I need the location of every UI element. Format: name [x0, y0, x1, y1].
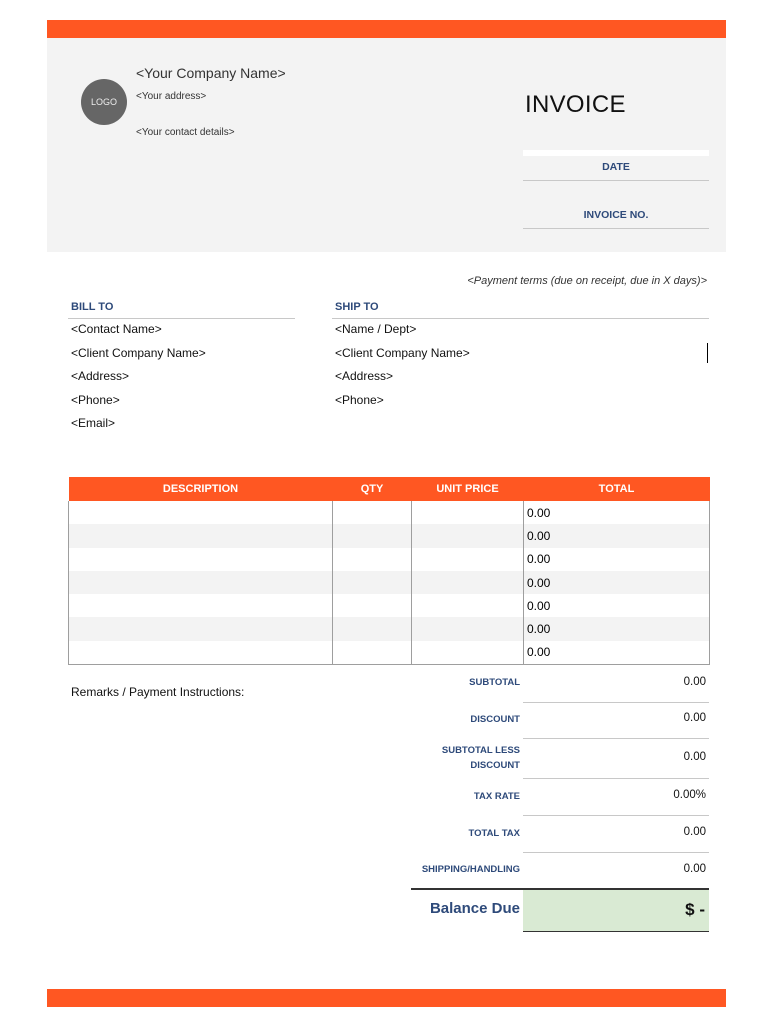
balance-due-label: Balance Due [429, 900, 520, 917]
unit-price-header: UNIT PRICE [412, 477, 524, 501]
ship-to-name[interactable]: <Name / Dept> [335, 322, 417, 336]
description-cell[interactable] [69, 524, 333, 547]
ship-to-rule [332, 318, 709, 319]
bottom-accent-bar [47, 989, 726, 1007]
invoice-number-label[interactable]: INVOICE NO. [583, 209, 649, 221]
description-cell[interactable] [69, 571, 333, 594]
description-cell[interactable] [69, 548, 333, 571]
ship-to-label: SHIP TO [335, 301, 379, 313]
subtotal-less-discount-value: 0.00 [683, 751, 706, 763]
table-row [69, 594, 710, 617]
tax-rate-rule [523, 815, 709, 816]
qty-cell[interactable] [333, 548, 412, 571]
table-row [69, 548, 710, 571]
tax-rate-value[interactable]: 0.00% [673, 789, 706, 801]
shipping-value[interactable]: 0.00 [683, 863, 706, 875]
total-cell: 0.00 [524, 524, 710, 547]
company-contact[interactable]: <Your contact details> [136, 127, 235, 138]
subtotal-less-discount-label [412, 743, 520, 773]
total-cell: 0.00 [524, 571, 710, 594]
tax-rate-label: TAX RATE [473, 791, 520, 802]
bill-to-company[interactable]: <Client Company Name> [71, 346, 206, 360]
text-cursor [707, 343, 708, 363]
total-tax-label: TOTAL TAX [468, 828, 520, 839]
total-tax-value: 0.00 [683, 826, 706, 838]
total-header: TOTAL [524, 477, 710, 501]
unit-price-cell[interactable] [412, 617, 524, 640]
subtotal-value: 0.00 [683, 676, 706, 688]
unit-price-cell[interactable] [412, 641, 524, 664]
subtotal-less-discount-rule [523, 778, 709, 779]
discount-value[interactable]: 0.00 [683, 712, 706, 724]
description-cell[interactable] [69, 641, 333, 664]
table-row [69, 501, 710, 524]
qty-cell[interactable] [333, 641, 412, 664]
description-cell[interactable] [69, 501, 333, 524]
line-items-table [68, 477, 710, 665]
qty-cell[interactable] [333, 571, 412, 594]
shipping-label: SHIPPING/HANDLING [421, 864, 520, 875]
bill-to-address[interactable]: <Address> [71, 369, 130, 383]
description-header: DESCRIPTION [69, 477, 333, 501]
invoice-title: INVOICE [525, 91, 626, 118]
payment-terms[interactable]: <Payment terms (due on receipt, due in X days)> [467, 275, 707, 287]
remarks-label[interactable]: Remarks / Payment Instructions: [71, 685, 245, 699]
qty-cell[interactable] [333, 501, 412, 524]
qty-cell[interactable] [333, 594, 412, 617]
qty-header: QTY [333, 477, 412, 501]
bill-to-contact[interactable]: <Contact Name> [71, 322, 162, 336]
description-cell[interactable] [69, 594, 333, 617]
date-rule [523, 180, 709, 181]
unit-price-cell[interactable] [412, 571, 524, 594]
invoice-number-rule [523, 228, 709, 229]
top-accent-bar [47, 20, 726, 38]
company-logo [81, 79, 127, 125]
total-cell: 0.00 [524, 594, 710, 617]
table-row [69, 617, 710, 640]
qty-cell[interactable] [333, 617, 412, 640]
qty-cell[interactable] [333, 524, 412, 547]
total-cell: 0.00 [524, 617, 710, 640]
unit-price-cell[interactable] [412, 594, 524, 617]
bill-to-phone[interactable]: <Phone> [71, 393, 120, 407]
company-name[interactable]: <Your Company Name> [136, 65, 286, 81]
invoice-header [47, 38, 726, 252]
table-row [69, 641, 710, 664]
subtotal-label: SUBTOTAL [469, 677, 520, 688]
balance-due-box [523, 890, 709, 932]
bill-to-email[interactable]: <Email> [71, 416, 116, 430]
table-row [69, 524, 710, 547]
unit-price-cell[interactable] [412, 524, 524, 547]
bill-to-label: BILL TO [71, 301, 114, 313]
company-address[interactable]: <Your address> [136, 91, 207, 102]
discount-label: DISCOUNT [470, 714, 520, 725]
bill-to-rule [68, 318, 295, 319]
logo-text: LOGO [90, 97, 117, 107]
unit-price-cell[interactable] [412, 501, 524, 524]
description-cell[interactable] [69, 617, 333, 640]
ship-to-company[interactable]: <Client Company Name> [335, 346, 470, 360]
meta-strip [523, 150, 709, 156]
subtotal-less-label-line1: SUBTOTAL LESS [441, 745, 520, 756]
ship-to-address[interactable]: <Address> [335, 369, 394, 383]
total-cell: 0.00 [524, 501, 710, 524]
date-label[interactable]: DATE [602, 161, 630, 173]
discount-rule [523, 738, 709, 739]
table-header-row [69, 477, 710, 501]
balance-due-value: $ - [685, 900, 705, 919]
ship-to-phone[interactable]: <Phone> [335, 393, 384, 407]
total-cell: 0.00 [524, 548, 710, 571]
table-row [69, 571, 710, 594]
subtotal-less-label-line2: DISCOUNT [470, 760, 520, 771]
unit-price-cell[interactable] [412, 548, 524, 571]
total-cell: 0.00 [524, 641, 710, 664]
subtotal-rule [523, 702, 709, 703]
total-tax-rule [523, 852, 709, 853]
